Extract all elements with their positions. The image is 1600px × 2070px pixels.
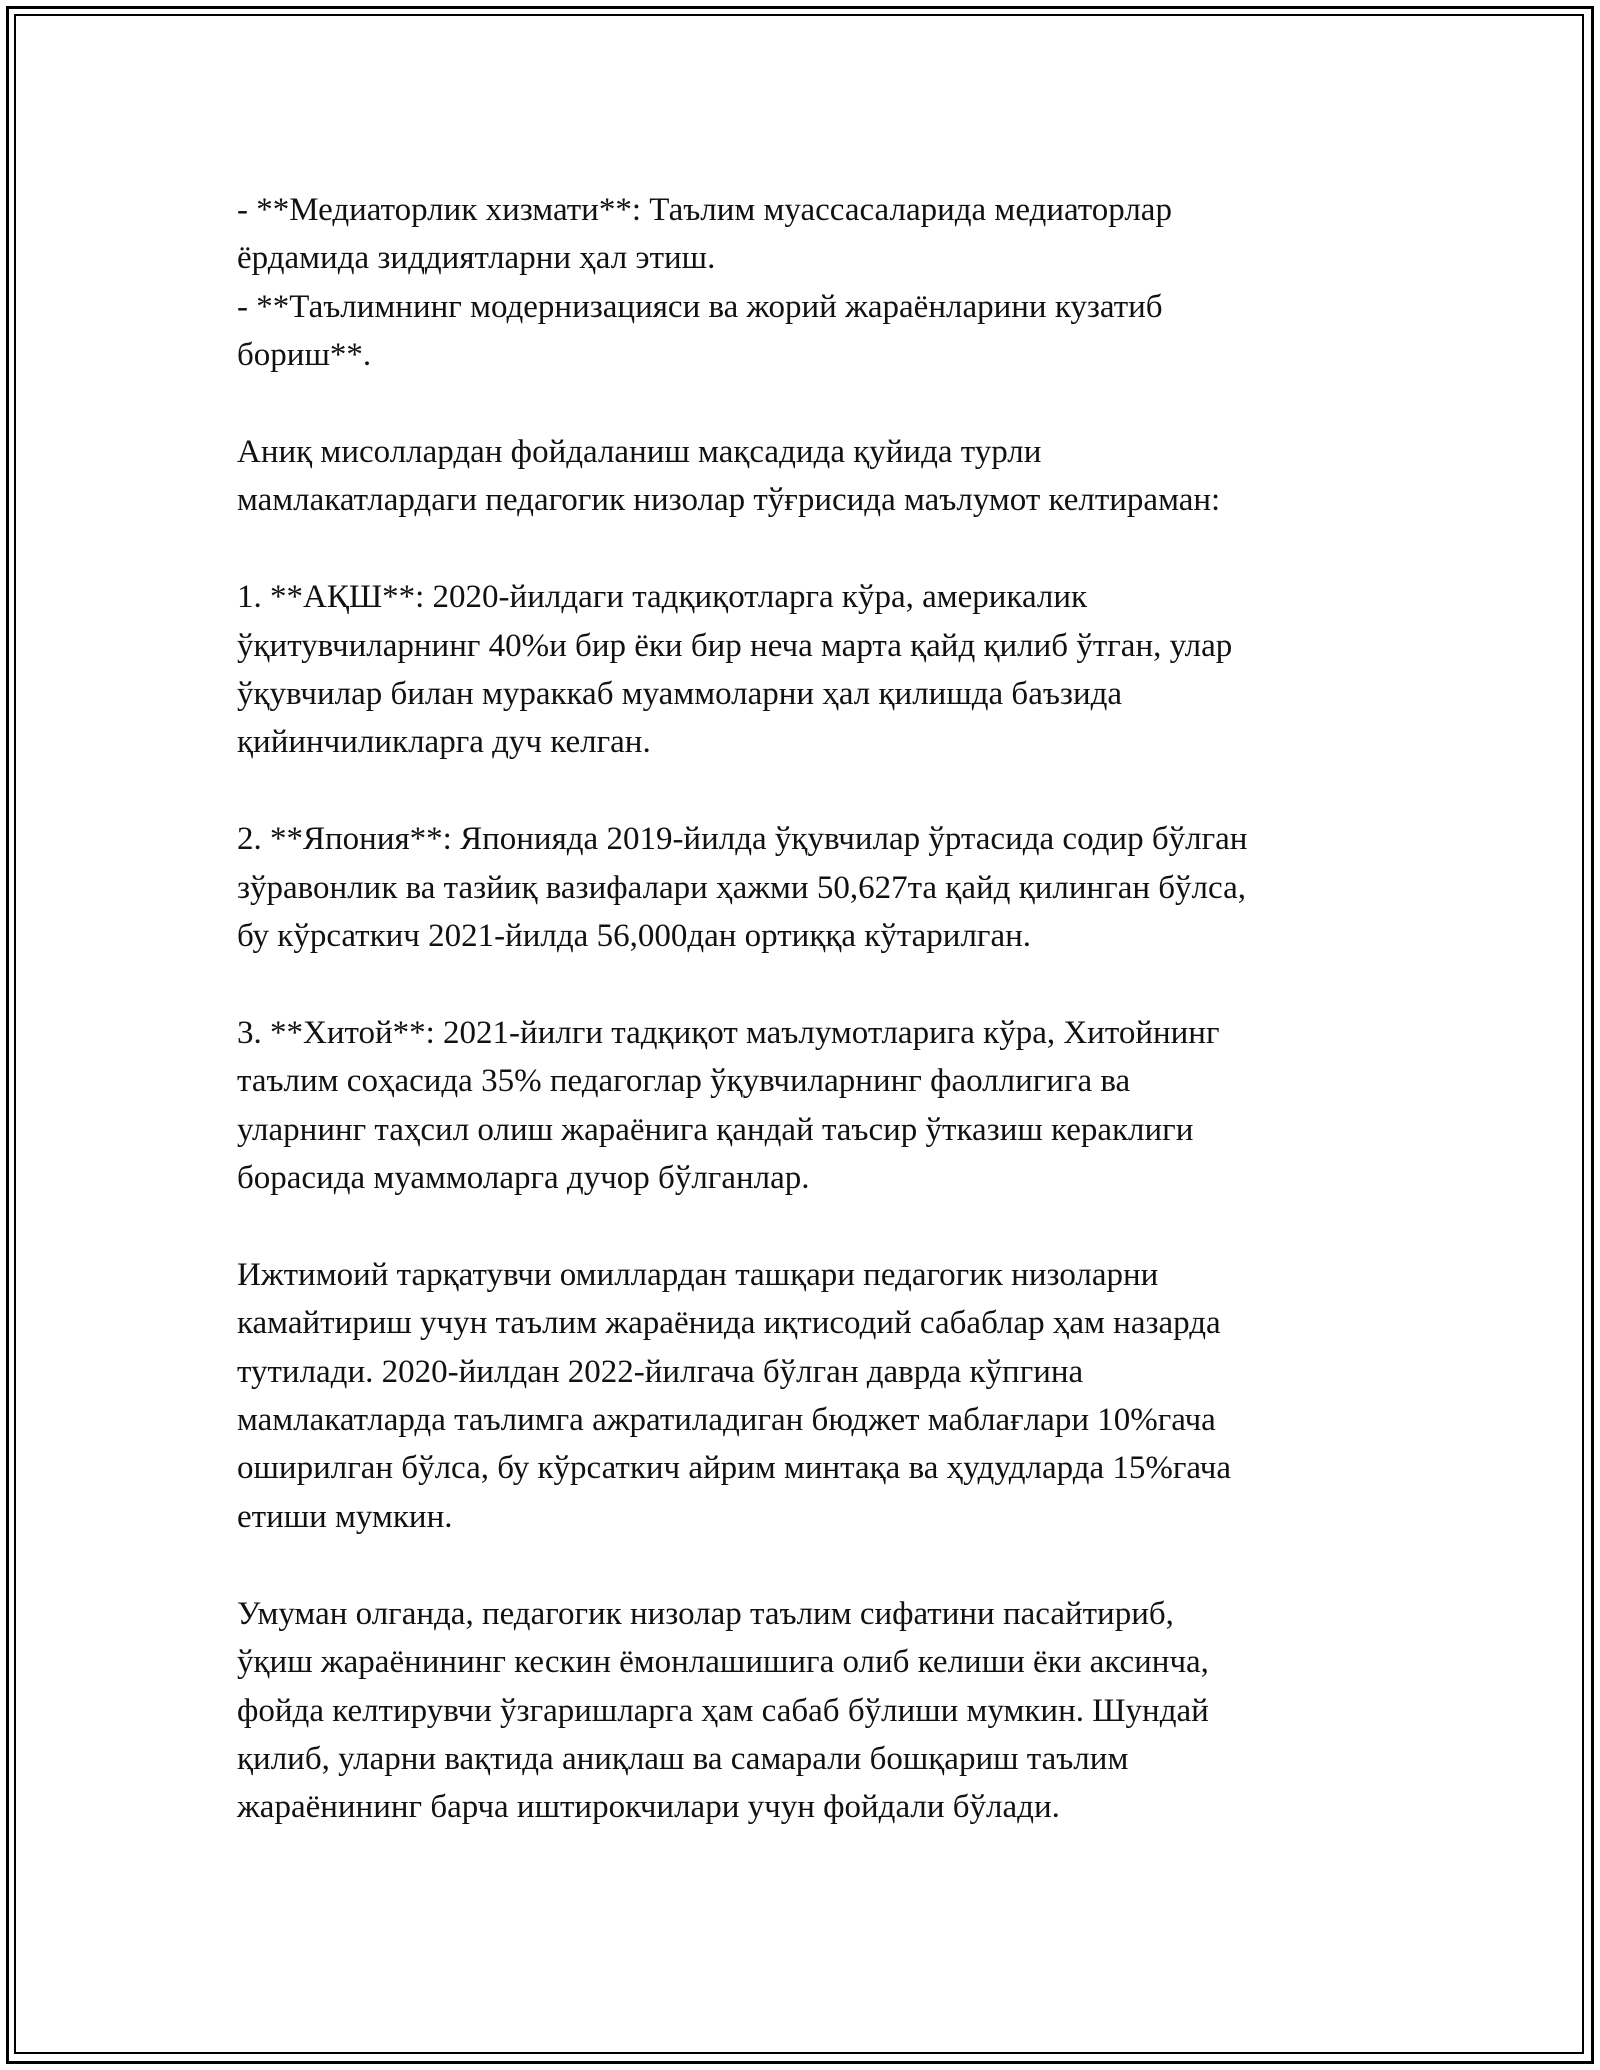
text-line: ёрдамида зиддиятларни ҳал этиш.	[237, 240, 716, 277]
text-line: мамлакатларда таълимга ажратиладиган бюджет маблағлари 10%гача	[237, 1402, 1216, 1439]
text-line: 2. **Япония**: Японияда 2019-йилда ўқувчилар ўртасида содир бўлган	[237, 821, 1248, 858]
paragraph-economic-factors	[237, 1251, 1387, 1541]
text-line: оширилган бўлса, бу кўрсаткич айрим минтақа ва ҳудудларда 15%гача	[237, 1450, 1231, 1487]
text-line: - **Таълимнинг модернизацияси ва жорий жараёнларини кузатиб	[237, 288, 1163, 325]
paragraph-conclusion	[237, 1590, 1387, 1832]
paragraph-japan	[237, 815, 1387, 960]
text-line: бориш**.	[237, 337, 372, 374]
text-line: борасида муаммоларга дучор бўлганлар.	[237, 1160, 810, 1197]
paragraph-china	[237, 1009, 1387, 1203]
text-line: Умуман олганда, педагогик низолар таълим сифатини пасайтириб,	[237, 1595, 1174, 1632]
text-line: ўқувчилар билан мураккаб муаммоларни ҳал қилишда баъзида	[237, 676, 1123, 713]
text-line: зўравонлик ва тазйиқ вазифалари ҳажми 50,627та қайд қилинган бўлса,	[237, 869, 1246, 906]
text-line: қилиб, уларни вақтида аниқлаш ва самарали бошқариш таълим	[237, 1740, 1129, 1777]
text-line: - **Медиаторлик хизмати**: Таълим муассасаларида медиаторлар	[237, 192, 1172, 228]
document-body	[237, 186, 1387, 1832]
text-line: қийинчиликларга дуч келган.	[237, 724, 651, 761]
paragraph-intro-examples	[237, 428, 1387, 525]
text-line: 1. **АҚШ**: 2020-йилдаги тадқиқотларга кўра, америкалик	[237, 579, 1088, 616]
text-line: тутилади. 2020-йилдан 2022-йилгача бўлган даврда кўпгина	[237, 1353, 1084, 1390]
text-line: Аниқ мисоллардан фойдаланиш мақсадида қуйида турли	[237, 434, 1042, 471]
text-line: мамлакатлардаги педагогик низолар тўғрисида маълумот келтираман:	[237, 482, 1221, 519]
text-line: фойда келтирувчи ўзгаришларга ҳам сабаб бўлиши мумкин. Шундай	[237, 1692, 1209, 1729]
text-line: камайтириш учун таълим жараёнида иқтисодий сабаблар ҳам назарда	[237, 1305, 1221, 1342]
text-line: 3. **Хитой**: 2021-йилги тадқиқот маълумотларига кўра, Хитойнинг	[237, 1014, 1220, 1051]
paragraph-usa	[237, 573, 1387, 767]
text-line: ўқитувчиларнинг 40%и бир ёки бир неча марта қайд қилиб ўтган, улар	[237, 627, 1233, 664]
text-line: бу кўрсаткич 2021-йилда 56,000дан ортиққа кўтарилган.	[237, 918, 1032, 955]
text-line: етиши мумкин.	[237, 1498, 453, 1535]
text-line: таълим соҳасида 35% педагоглар ўқувчиларнинг фаоллигига ва	[237, 1063, 1131, 1100]
text-line: уларнинг таҳсил олиш жараёнига қандай таъсир ўтказиш кераклиги	[237, 1111, 1194, 1148]
text-line: ўқиш жараёнининг кескин ёмонлашишига олиб келиши ёки аксинча,	[237, 1644, 1209, 1681]
text-line: Ижтимоий тарқатувчи омиллардан ташқари педагогик низоларни	[237, 1256, 1159, 1293]
paragraph-mediation-list	[237, 186, 1387, 380]
text-line: жараёнининг барча иштирокчилари учун фойдали бўлади.	[237, 1789, 1060, 1826]
